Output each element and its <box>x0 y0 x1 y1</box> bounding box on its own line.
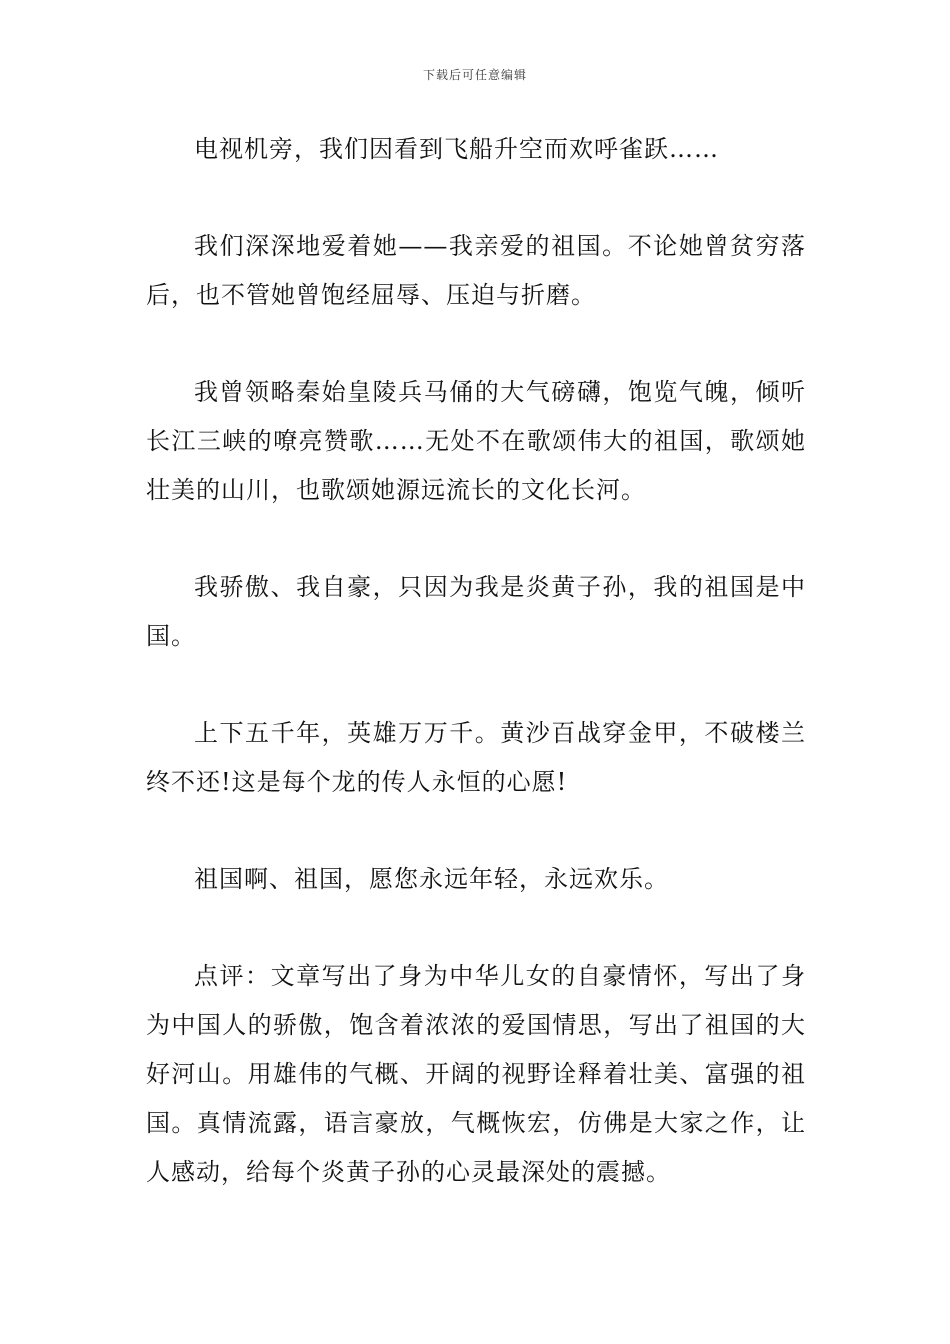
paragraph-6: 祖国啊、祖国，愿您永远年轻，永远欢乐。 <box>194 865 669 893</box>
paragraph-1: 电视机旁，我们因看到飞船升空而欢呼雀跃…… <box>194 135 719 163</box>
paragraph-2: 我们深深地爱着她——我亲爱的祖国。不论她曾贫穷落后，也不管她曾饱经屈辱、压迫与折磨。 <box>146 232 806 309</box>
paragraph-4: 我骄傲、我自豪，只因为我是炎黄子孙，我的祖国是中国。 <box>146 573 806 650</box>
document-body <box>146 125 806 1245</box>
page-header-note: 下载后可任意编辑 <box>422 68 527 82</box>
paragraph-5: 上下五千年，英雄万万千。黄沙百战穿金甲，不破楼兰终不还!这是每个龙的传人永恒的心愿! <box>146 719 806 796</box>
paragraph-3: 我曾领略秦始皇陵兵马俑的大气磅礴，饱览气魄，倾听长江三峡的嘹亮赞歌……无处不在歌颂伟大的祖国，歌颂她壮美的山川，也歌颂她源远流长的文化长河。 <box>146 378 806 504</box>
paragraph-review: 点评：文章写出了身为中华儿女的自豪情怀，写出了身为中国人的骄傲，饱含着浓浓的爱国情思，写出了祖国的大好河山。用雄伟的气概、开阔的视野诠释着壮美、富强的祖国。真情流露，语言豪放，气概恢宏，仿佛是大家之作，让人感动，给每个炎黄子孙的心灵最深处的震撼。 <box>146 962 806 1186</box>
